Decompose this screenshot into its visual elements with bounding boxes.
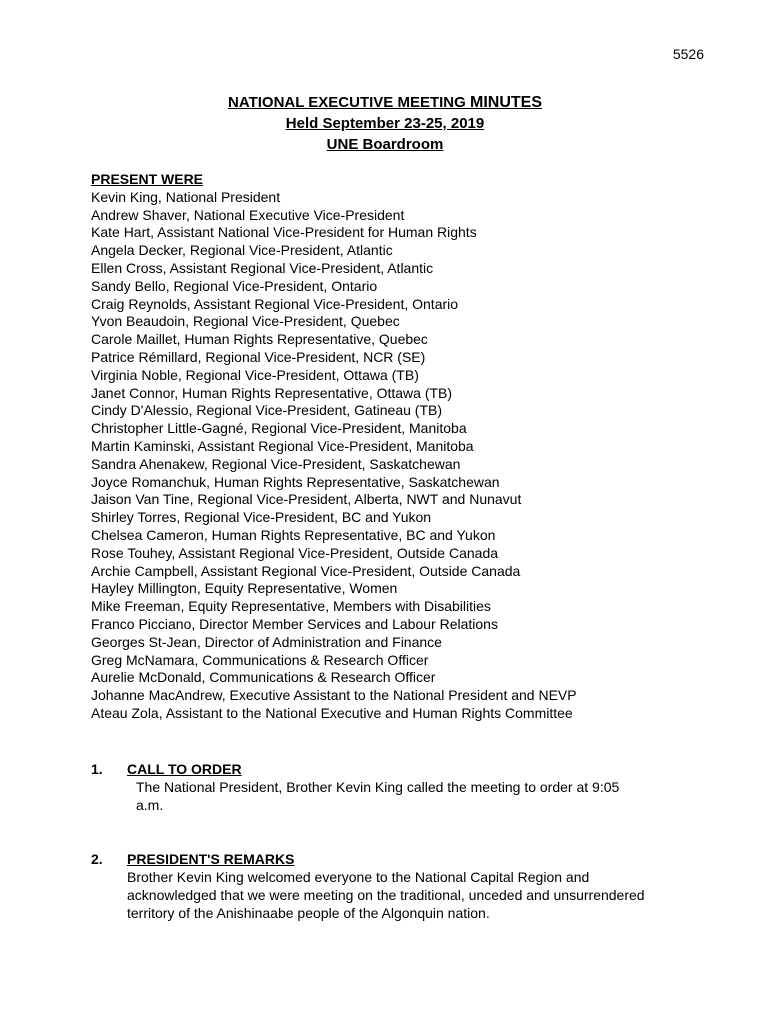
attendee: Angela Decker, Regional Vice-President, Atlantic [91, 242, 393, 259]
title-main: NATIONAL EXECUTIVE MEETING [228, 94, 470, 111]
attendee: Christopher Little-Gagné, Regional Vice-President, Manitoba [91, 420, 467, 437]
attendee: Carole Maillet, Human Rights Representative, Quebec [91, 331, 428, 348]
attendee: Georges St-Jean, Director of Administration and Finance [91, 633, 442, 650]
section-number: 2. [91, 851, 103, 867]
section-line: a.m. [136, 797, 164, 813]
attendee: Sandra Ahenakew, Regional Vice-President, Saskatchewan [91, 455, 461, 472]
attendee: Jaison Van Tine, Regional Vice-President, Alberta, NWT and Nunavut [91, 491, 522, 508]
attendee: Cindy D'Alessio, Regional Vice-President, Gatineau (TB) [91, 402, 443, 419]
attendee: Ateau Zola, Assistant to the National Executive and Human Rights Committee [91, 704, 573, 721]
meeting-dates: Held September 23-25, 2019 [285, 115, 485, 132]
attendee: Hayley Millington, Equity Representative, Women [91, 580, 398, 597]
document-title [0, 93, 770, 113]
attendee: Patrice Rémillard, Regional Vice-President, NCR (SE) [91, 348, 426, 365]
document-header [0, 93, 770, 155]
section-line: territory of the Anishinaabe people of the Algonquin nation. [127, 905, 490, 921]
attendance-heading: PRESENT WERE [91, 171, 204, 187]
attendee: Joyce Romanchuk, Human Rights Representative, Saskatchewan [91, 473, 500, 490]
meeting-location: UNE Boardroom [326, 136, 444, 153]
attendee: Janet Connor, Human Rights Representative, Ottawa (TB) [91, 384, 453, 401]
section-line: acknowledged that we were meeting on the traditional, unceded and unsurrendered [127, 887, 645, 903]
attendee: Mike Freeman, Equity Representative, Members with Disabilities [91, 598, 491, 615]
attendee: Rose Touhey, Assistant Regional Vice-President, Outside Canada [91, 544, 499, 561]
attendee: Martin Kaminski, Assistant Regional Vice-President, Manitoba [91, 437, 474, 454]
page-number: 5526 [672, 46, 704, 62]
attendee: Kevin King, National President [91, 188, 281, 205]
attendee: Sandy Bello, Regional Vice-President, Ontario [91, 277, 378, 294]
attendee: Johanne MacAndrew, Executive Assistant to the National President and NEVP [91, 687, 577, 704]
attendee: Yvon Beaudoin, Regional Vice-President, Quebec [91, 313, 400, 330]
attendance-section [91, 171, 577, 723]
section-line: Brother Kevin King welcomed everyone to the National Capital Region and [127, 869, 590, 885]
attendee: Ellen Cross, Assistant Regional Vice-President, Atlantic [91, 259, 434, 276]
attendee: Kate Hart, Assistant National Vice-President for Human Rights [91, 224, 477, 241]
attendee: Aurelie McDonald, Communications & Research Officer [91, 669, 436, 686]
section-heading: CALL TO ORDER [127, 761, 242, 777]
section-body [136, 778, 619, 814]
attendee: Franco Picciano, Director Member Services and Labour Relations [91, 615, 498, 632]
attendance-list [91, 189, 577, 723]
section-body [127, 868, 645, 922]
attendee: Craig Reynolds, Assistant Regional Vice-President, Ontario [91, 295, 459, 312]
section-line: The National President, Brother Kevin King called the meeting to order at 9:05 [136, 779, 620, 795]
attendee: Shirley Torres, Regional Vice-President, BC and Yukon [91, 509, 432, 526]
attendee: Virginia Noble, Regional Vice-President, Ottawa (TB) [91, 366, 419, 383]
section-heading: PRESIDENT'S REMARKS [127, 851, 295, 867]
attendee: Greg McNamara, Communications & Research Officer [91, 651, 429, 668]
attendee: Chelsea Cameron, Human Rights Representative, BC and Yukon [91, 526, 496, 543]
section-number: 1. [91, 761, 103, 777]
attendee: Andrew Shaver, National Executive Vice-President [91, 206, 405, 223]
title-minutes: MINUTES [469, 94, 542, 111]
attendee: Archie Campbell, Assistant Regional Vice-President, Outside Canada [91, 562, 521, 579]
